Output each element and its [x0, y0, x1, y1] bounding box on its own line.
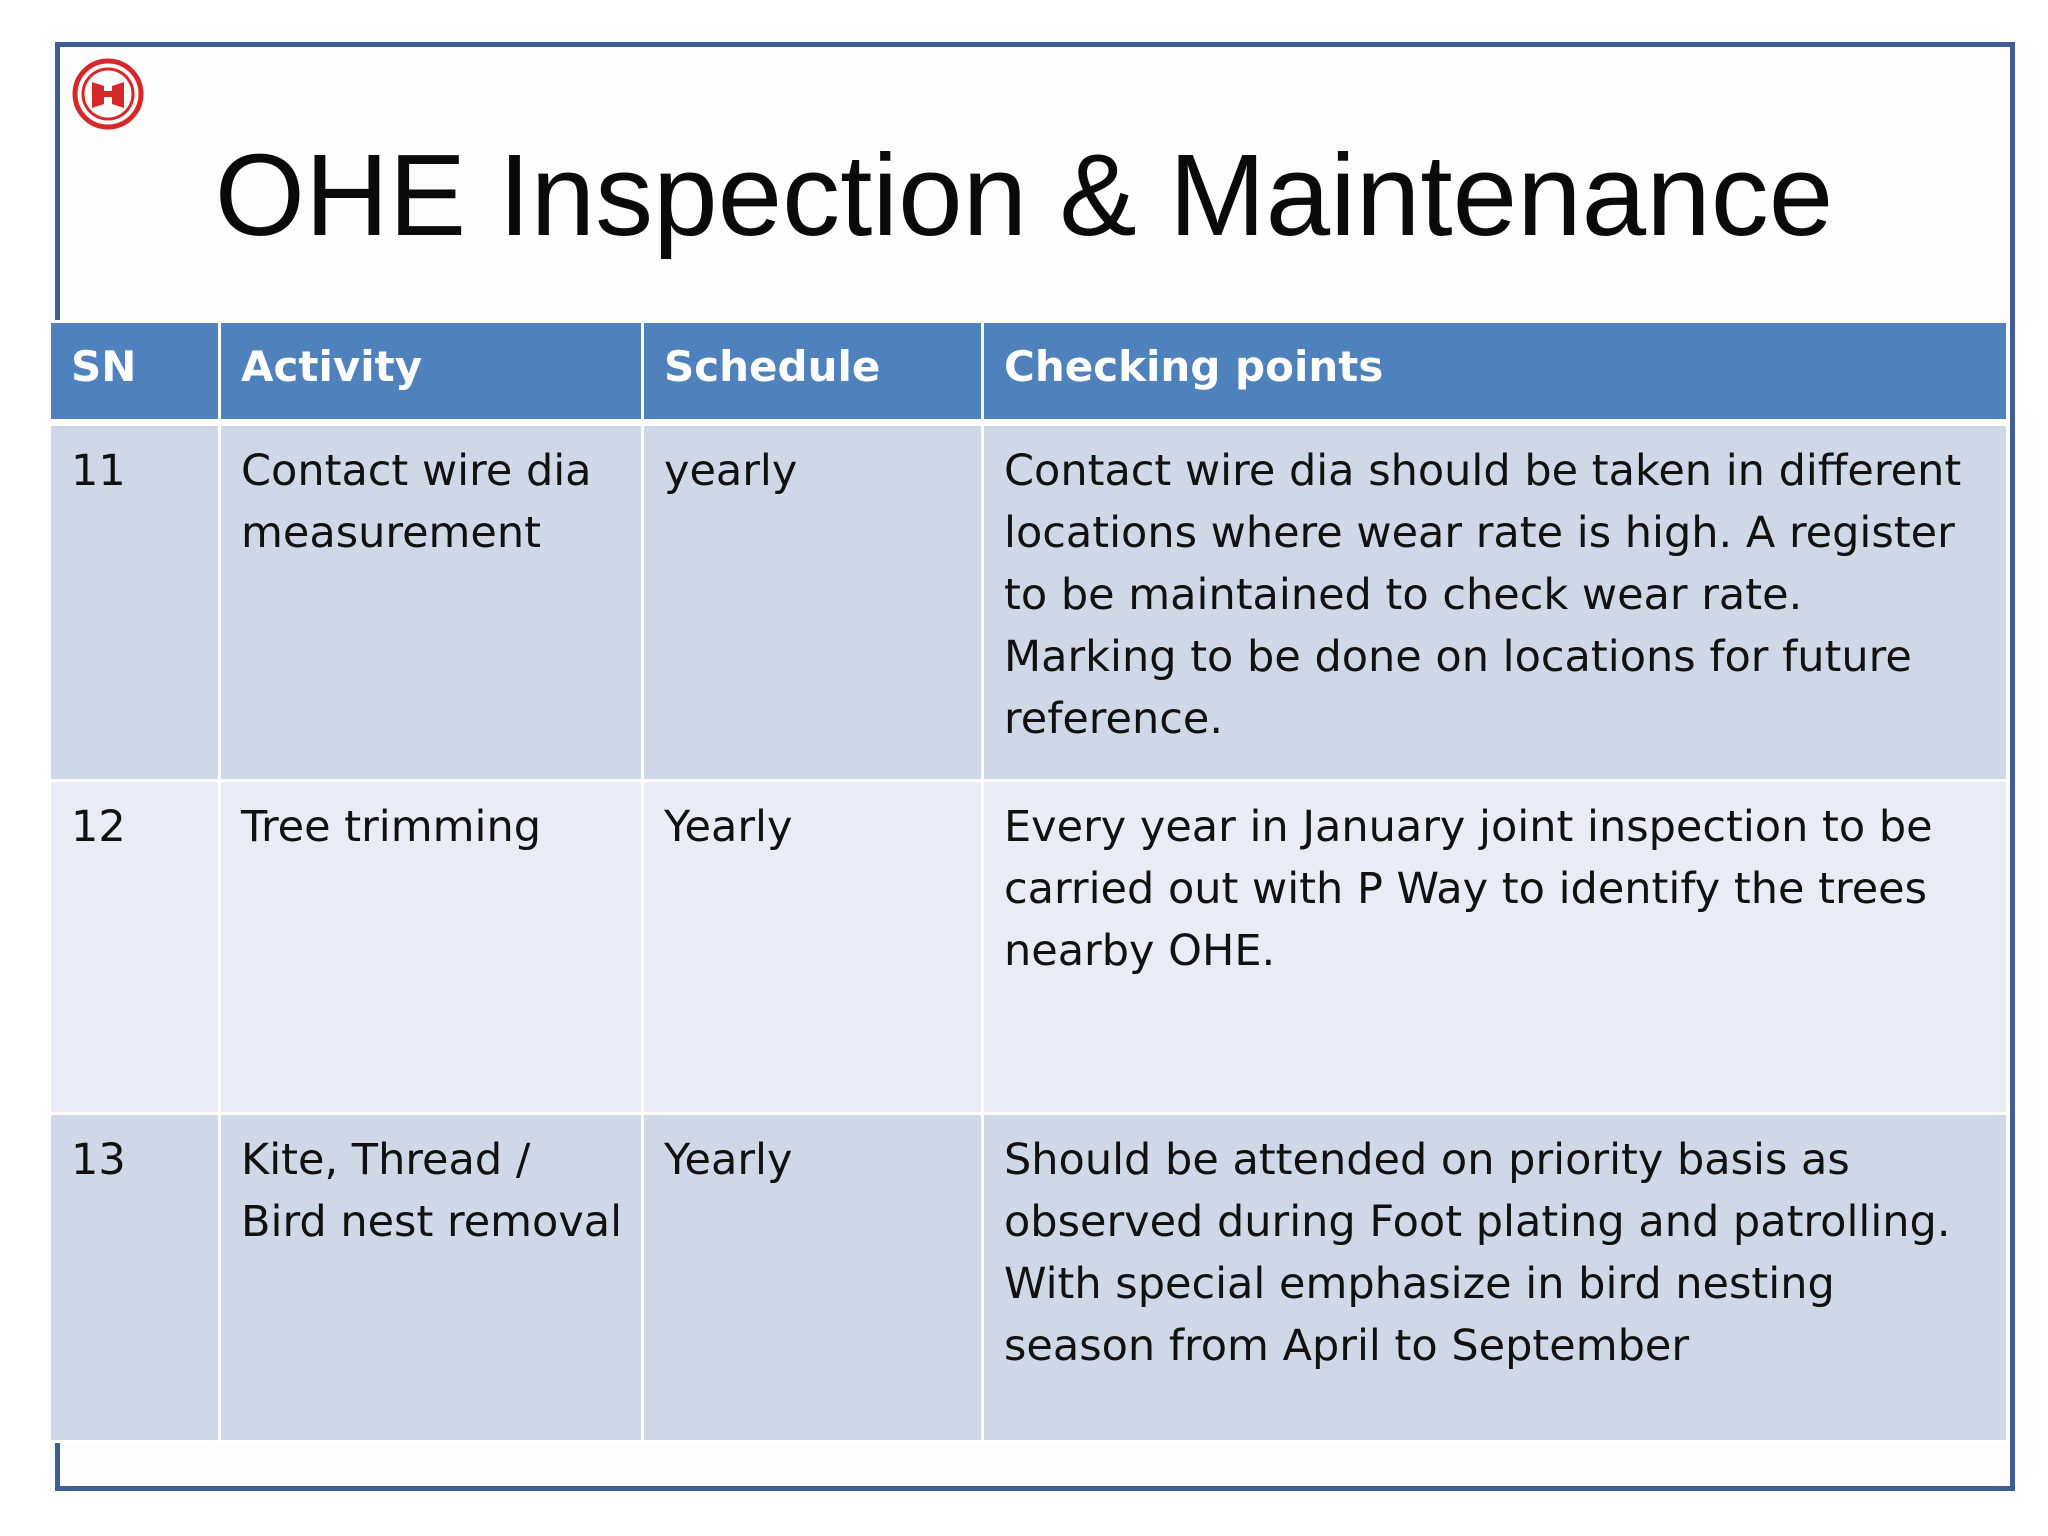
cell-activity: Tree trimming	[220, 781, 643, 1114]
header-checking-points: Checking points	[983, 322, 2008, 423]
header-sn: SN	[50, 322, 220, 423]
table-header-row	[50, 322, 2008, 423]
cell-schedule: yearly	[643, 423, 983, 781]
cell-activity: Contact wire dia measurement	[220, 423, 643, 781]
table-row	[50, 1114, 2008, 1442]
cell-checking-points: Contact wire dia should be taken in different locations where wear rate is high. A register to be maintained to check wear rate. Marking to be done on locations for future reference.	[983, 423, 2008, 781]
cell-activity: Kite, Thread / Bird nest removal	[220, 1114, 643, 1442]
cell-sn: 11	[50, 423, 220, 781]
table-row	[50, 423, 2008, 781]
header-activity: Activity	[220, 322, 643, 423]
cell-sn: 13	[50, 1114, 220, 1442]
inspection-table	[48, 320, 2009, 1443]
page-title: OHE Inspection & Maintenance	[214, 130, 1834, 260]
header-schedule: Schedule	[643, 322, 983, 423]
table-row	[50, 781, 2008, 1114]
cell-checking-points: Every year in January joint inspection to be carried out with P Way to identify the trees nearby OHE.	[983, 781, 2008, 1114]
cell-checking-points: Should be attended on priority basis as observed during Foot plating and patrolling. With special emphasize in bird nesting season from April to September	[983, 1114, 2008, 1442]
cell-schedule: Yearly	[643, 1114, 983, 1442]
cell-schedule: Yearly	[643, 781, 983, 1114]
cell-sn: 12	[50, 781, 220, 1114]
